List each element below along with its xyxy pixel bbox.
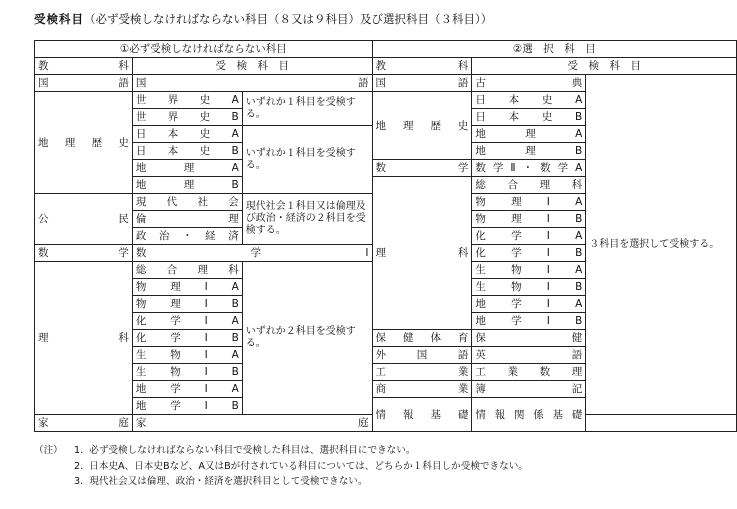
elective-col-exam: 受 検 科 目 [472, 58, 737, 75]
required-exam: 生物ⅠB [132, 364, 242, 381]
footnote-num: 2. [74, 460, 84, 472]
required-exam: 地 理 A [132, 160, 242, 177]
required-exam: 地学ⅠB [132, 398, 242, 415]
elective-exam: 保 健 [472, 330, 586, 347]
elective-exam: 生物ⅠA [472, 262, 586, 279]
footnote-item [34, 459, 528, 475]
elective-exam: 生物ⅠB [472, 279, 586, 296]
footnote-text: 日本史A、日本史Bなど、A又はBが付されている科目については、どちらか１科目しか受検できない。 [89, 460, 528, 472]
required-subject: 数 学 [35, 245, 133, 262]
required-subject: 国 語 [35, 75, 133, 92]
elective-col-subject: 教 科 [372, 58, 472, 75]
required-exam: 地学ⅠA [132, 381, 242, 398]
elective-exam: 地 理 A [472, 126, 586, 143]
elective-exam: 化学ⅠB [472, 245, 586, 262]
elective-subject: 情報基礎 [372, 398, 472, 432]
required-exam: 物理ⅠA [132, 279, 242, 296]
required-exam: 国 語 [132, 75, 372, 92]
required-exam: 総合理科 [132, 262, 242, 279]
elective-exam: 工業数理 [472, 364, 586, 381]
elective-exam: 簿 記 [472, 381, 586, 398]
elective-subject: 理 科 [372, 177, 472, 330]
footnote-text: 必ず受検しなければならない科目で受検した科目は、選択科目にできない。 [89, 445, 416, 456]
elective-subject: 地理歴史 [372, 92, 472, 160]
required-exam: 家 庭 [132, 415, 372, 432]
footnote-num: 1. [74, 445, 84, 456]
required-exam: 日本史B [132, 143, 242, 160]
required-exam: 生物ⅠA [132, 347, 242, 364]
elective-header: ②選 択 科 目 [372, 41, 736, 58]
required-subject: 理 科 [35, 262, 133, 415]
required-exam: 化学ⅠA [132, 313, 242, 330]
elective-subject: 工 業 [372, 364, 472, 381]
elective-exam: 物理ⅠB [472, 211, 586, 228]
footnote-item [34, 474, 528, 490]
elective-subject: 商 業 [372, 381, 472, 398]
required-exam: 数 学 Ⅰ [132, 245, 372, 262]
required-note-japan-geo: いずれか１科目を受検する。 [242, 126, 372, 194]
required-col-subject: 教 科 [35, 58, 133, 75]
required-note-civics: 現代社会１科目又は倫理及び政治・経済の２科目を受検する。 [242, 194, 372, 245]
required-subject: 家 庭 [35, 415, 133, 432]
elective-exam: 物理ⅠA [472, 194, 586, 211]
required-subject: 公 民 [35, 194, 133, 245]
footnotes [34, 443, 528, 490]
elective-exam: 数学Ⅱ・数学A [472, 160, 586, 177]
elective-exam: 地学ⅠA [472, 296, 586, 313]
required-exam: 世界史B [132, 109, 242, 126]
elective-exam: 化学ⅠA [472, 228, 586, 245]
required-exam: 現代社会 [132, 194, 242, 211]
elective-exam: 古 典 [472, 75, 586, 92]
required-note-science: いずれか２科目を受検する。 [242, 262, 372, 415]
elective-note: ３科目を選択して受検する。 [586, 75, 737, 415]
footnote-lead: （注） [34, 445, 63, 456]
required-exam: 化学ⅠB [132, 330, 242, 347]
required-exam: 日本史A [132, 126, 242, 143]
required-header: ①必ず受検しなければならない科目 [35, 41, 373, 58]
elective-exam: 情報関係基礎 [472, 398, 586, 432]
required-col-exam: 受 検 科 目 [132, 58, 372, 75]
required-exam: 倫 理 [132, 211, 242, 228]
footnote-text: 現代社会又は倫理、政治・経済を選択科目として受検できない。 [89, 476, 368, 487]
elective-exam: 地 理 B [472, 143, 586, 160]
required-exam: 世界史A [132, 92, 242, 109]
required-subject: 地理歴史 [35, 92, 133, 194]
elective-subject: 数 学 [372, 160, 472, 177]
required-exam: 物理ⅠB [132, 296, 242, 313]
elective-exam: 英 語 [472, 347, 586, 364]
elective-subject: 外国語 [372, 347, 472, 364]
elective-exam: 地学ⅠB [472, 313, 586, 330]
page-title: 受検科目（必ず受検しなければならない科目（８又は９科目）及び選択科目（３科目）） [34, 12, 493, 26]
footnote-num: 3. [74, 476, 84, 487]
footnote-item [34, 443, 528, 459]
elective-exam: 総合理科 [472, 177, 586, 194]
elective-exam: 日本史B [472, 109, 586, 126]
exam-subjects-table [34, 40, 737, 432]
required-exam: 政治・経済 [132, 228, 242, 245]
elective-exam: 日本史A [472, 92, 586, 109]
required-exam: 地 理 B [132, 177, 242, 194]
elective-subject: 保健体育 [372, 330, 472, 347]
required-note-world-history: いずれか１科目を受検する。 [242, 92, 372, 126]
elective-subject: 国 語 [372, 75, 472, 92]
elective-note-tail [586, 415, 737, 432]
